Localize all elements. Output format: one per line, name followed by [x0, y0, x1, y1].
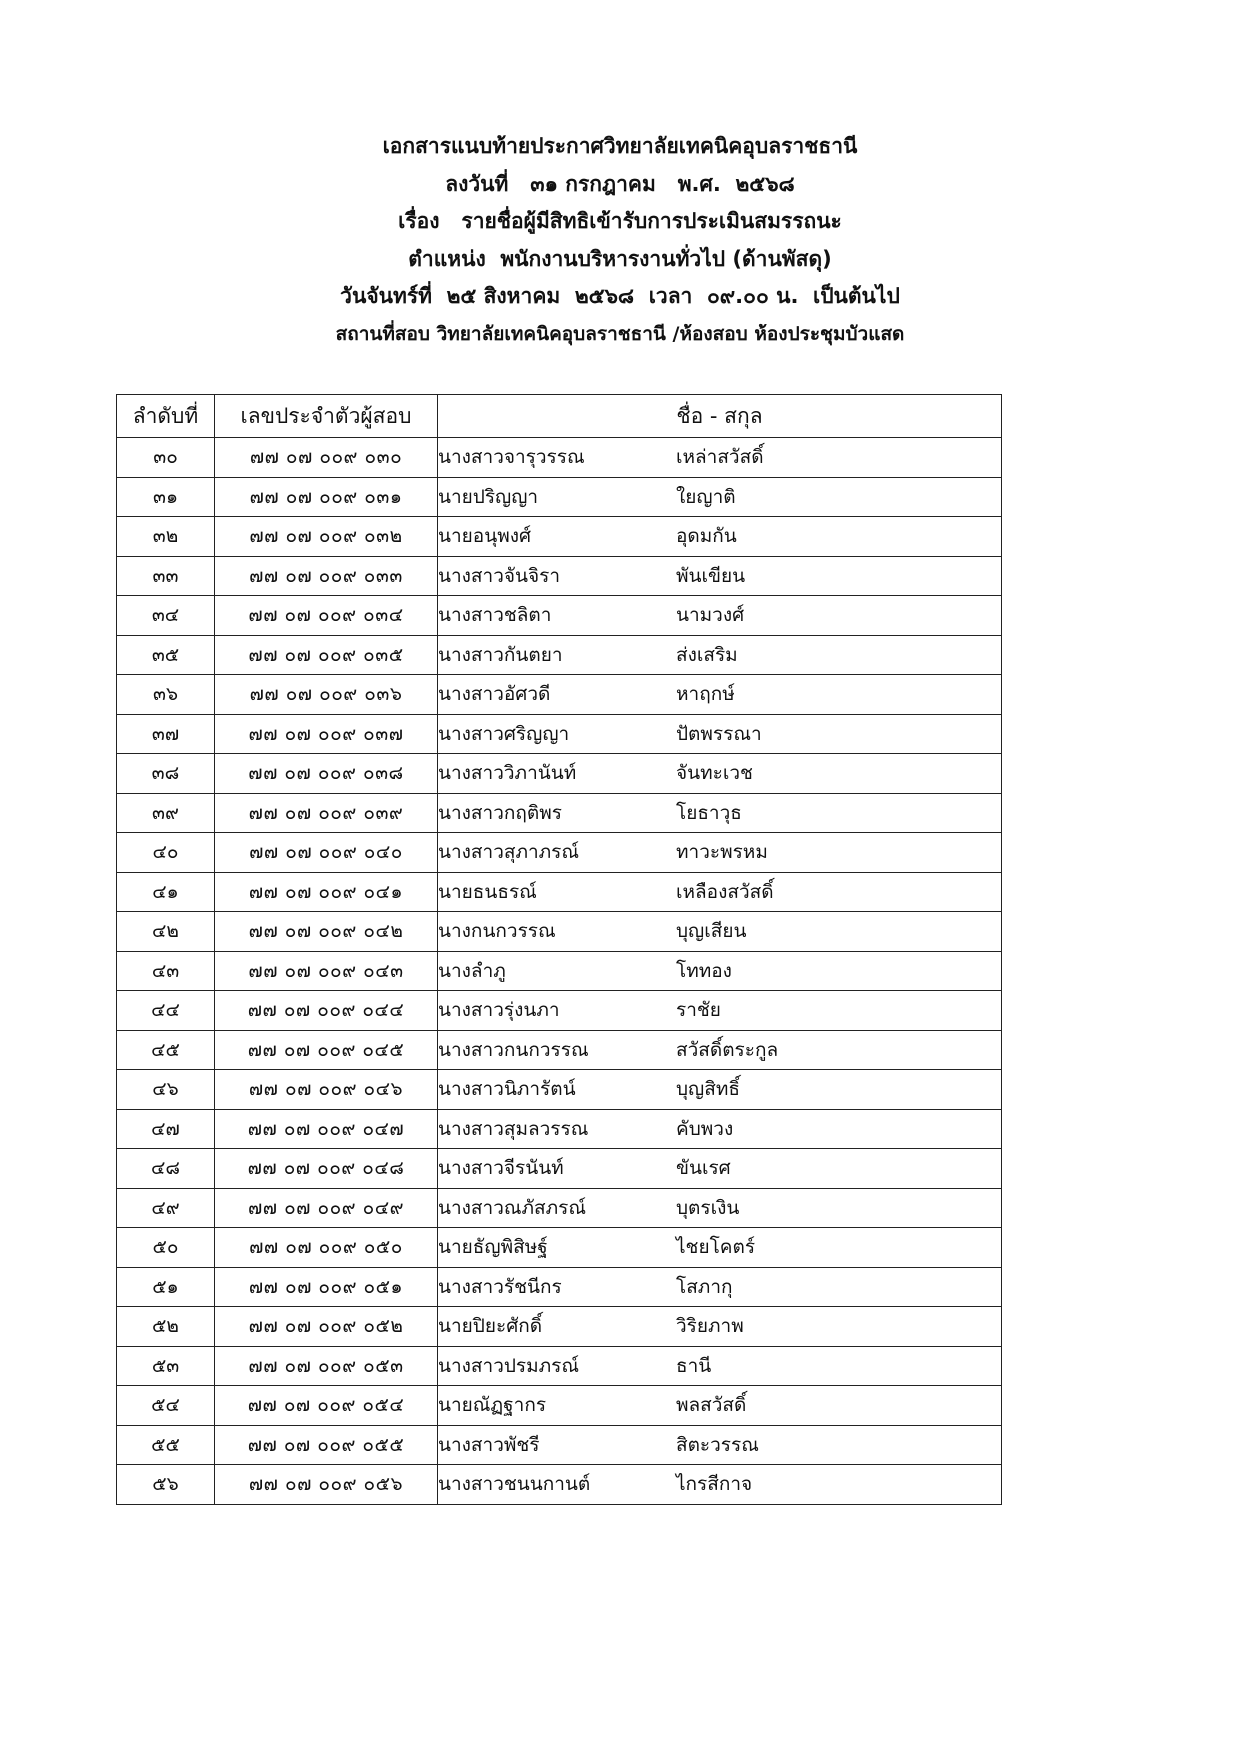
last-name: คับพวง	[676, 1117, 734, 1140]
last-name: สวัสดิ์ตระกูล	[676, 1038, 779, 1061]
first-name: นางสาวปรมภรณ์	[438, 1354, 580, 1377]
table-row	[117, 1465, 1002, 1505]
table-row	[117, 477, 1002, 517]
cell-full-name	[438, 1188, 1002, 1228]
cell-full-name	[438, 1228, 1002, 1268]
cell-exam-id: ๗๗ ๐๗ ๐๐๙ ๐๓๓	[215, 556, 438, 596]
table-row	[117, 1109, 1002, 1149]
cell-order-number: ๔๗	[117, 1109, 215, 1149]
first-name: นางสาวกฤติพร	[438, 801, 562, 824]
first-name: นางสาวนิภารัตน์	[438, 1078, 576, 1101]
table-row	[117, 1307, 1002, 1347]
cell-order-number: ๕๔	[117, 1386, 215, 1426]
cell-order-number: ๔๐	[117, 833, 215, 873]
cell-full-name	[438, 793, 1002, 833]
cell-exam-id: ๗๗ ๐๗ ๐๐๙ ๐๕๕	[215, 1425, 438, 1465]
cell-order-number: ๓๔	[117, 596, 215, 636]
table-row	[117, 754, 1002, 794]
cell-order-number: ๓๖	[117, 675, 215, 715]
table-body	[117, 438, 1002, 1505]
cell-exam-id: ๗๗ ๐๗ ๐๐๙ ๐๓๐	[215, 438, 438, 478]
cell-exam-id: ๗๗ ๐๗ ๐๐๙ ๐๔๕	[215, 1030, 438, 1070]
column-header-full-name: ชื่อ - สกุล	[438, 395, 1002, 438]
table-row	[117, 1149, 1002, 1189]
table-row	[117, 793, 1002, 833]
first-name: นายปริญญา	[438, 485, 539, 508]
cell-full-name	[438, 872, 1002, 912]
cell-full-name	[438, 1109, 1002, 1149]
last-name: ขันเรศ	[676, 1157, 731, 1180]
last-name: ส่งเสริม	[676, 643, 738, 666]
table-row	[117, 1228, 1002, 1268]
cell-order-number: ๔๘	[117, 1149, 215, 1189]
cell-full-name	[438, 991, 1002, 1031]
cell-full-name	[438, 675, 1002, 715]
last-name: ทาวะพรหม	[676, 841, 768, 864]
cell-exam-id: ๗๗ ๐๗ ๐๐๙ ๐๓๑	[215, 477, 438, 517]
last-name: เหล่าสวัสดิ์	[676, 446, 764, 469]
cell-order-number: ๕๖	[117, 1465, 215, 1505]
last-name: เหลืองสวัสดิ์	[676, 880, 774, 903]
cell-full-name	[438, 912, 1002, 952]
cell-exam-id: ๗๗ ๐๗ ๐๐๙ ๐๕๖	[215, 1465, 438, 1505]
first-name: นางสาวชนนกานต์	[438, 1473, 591, 1496]
last-name: วิริยภาพ	[676, 1315, 744, 1338]
table-row	[117, 438, 1002, 478]
cell-exam-id: ๗๗ ๐๗ ๐๐๙ ๐๓๒	[215, 517, 438, 557]
cell-order-number: ๔๕	[117, 1030, 215, 1070]
last-name: สิตะวรรณ	[676, 1433, 759, 1456]
last-name: บุญเสียน	[676, 920, 747, 943]
header-title: เอกสารแนบท้ายประกาศวิทยาลัยเทคนิคอุบลราชธานี	[382, 134, 858, 158]
cell-order-number: ๔๔	[117, 991, 215, 1031]
table-row	[117, 596, 1002, 636]
table-row	[117, 675, 1002, 715]
first-name: นางสาวกนกวรรณ	[438, 1038, 589, 1061]
first-name: นางสาวศริญญา	[438, 722, 570, 745]
first-name: นายณัฏฐากร	[438, 1394, 547, 1417]
table-row	[117, 1267, 1002, 1307]
table-row	[117, 833, 1002, 873]
first-name: นางสาวจันจิรา	[438, 564, 560, 587]
table-row	[117, 912, 1002, 952]
cell-exam-id: ๗๗ ๐๗ ๐๐๙ ๐๕๑	[215, 1267, 438, 1307]
cell-exam-id: ๗๗ ๐๗ ๐๐๙ ๐๔๖	[215, 1070, 438, 1110]
cell-order-number: ๓๙	[117, 793, 215, 833]
cell-order-number: ๓๘	[117, 754, 215, 794]
cell-full-name	[438, 833, 1002, 873]
last-name: บุญสิทธิ์	[676, 1078, 740, 1101]
first-name: นางสาวสุภาภรณ์	[438, 841, 580, 864]
cell-full-name	[438, 951, 1002, 991]
last-name: บุตรเงิน	[676, 1196, 740, 1219]
table-row	[117, 991, 1002, 1031]
cell-order-number: ๓๕	[117, 635, 215, 675]
cell-full-name	[438, 1267, 1002, 1307]
cell-full-name	[438, 1030, 1002, 1070]
header-exam-venue: สถานที่สอบ วิทยาลัยเทคนิคอุบลราชธานี /ห้องสอบ ห้องประชุมบัวแสด	[335, 322, 905, 345]
cell-exam-id: ๗๗ ๐๗ ๐๐๙ ๐๓๕	[215, 635, 438, 675]
first-name: นายอนุพงศ์	[438, 525, 532, 548]
cell-exam-id: ๗๗ ๐๗ ๐๐๙ ๐๕๔	[215, 1386, 438, 1426]
table-row	[117, 1070, 1002, 1110]
first-name: นางสาวอัศวดี	[438, 683, 551, 706]
table-row	[117, 556, 1002, 596]
cell-exam-id: ๗๗ ๐๗ ๐๐๙ ๐๕๓	[215, 1346, 438, 1386]
first-name: นางสาวจารุวรรณ	[438, 446, 585, 469]
first-name: นางสาวรัชนีกร	[438, 1275, 562, 1298]
table-row	[117, 872, 1002, 912]
cell-exam-id: ๗๗ ๐๗ ๐๐๙ ๐๔๗	[215, 1109, 438, 1149]
column-header-exam-id: เลขประจำตัวผู้สอบ	[215, 395, 438, 438]
cell-order-number: ๓๗	[117, 714, 215, 754]
candidate-table	[116, 394, 1002, 1505]
cell-full-name	[438, 1425, 1002, 1465]
table-row	[117, 1030, 1002, 1070]
cell-exam-id: ๗๗ ๐๗ ๐๐๙ ๐๓๙	[215, 793, 438, 833]
table-row	[117, 951, 1002, 991]
cell-exam-id: ๗๗ ๐๗ ๐๐๙ ๐๓๘	[215, 754, 438, 794]
cell-exam-id: ๗๗ ๐๗ ๐๐๙ ๐๓๖	[215, 675, 438, 715]
cell-order-number: ๕๕	[117, 1425, 215, 1465]
cell-exam-id: ๗๗ ๐๗ ๐๐๙ ๐๔๒	[215, 912, 438, 952]
header-subject: เรื่อง รายชื่อผู้มีสิทธิเข้ารับการประเมินสมรรถนะ	[398, 209, 842, 234]
last-name: โยธาวุธ	[676, 801, 742, 824]
first-name: นางสาวชลิตา	[438, 604, 552, 627]
header-date: ลงวันที่ ๓๑ กรกฎาคม พ.ศ. ๒๕๖๘	[445, 171, 795, 196]
cell-full-name	[438, 1307, 1002, 1347]
cell-order-number: ๕๒	[117, 1307, 215, 1347]
cell-full-name	[438, 477, 1002, 517]
table-row	[117, 1188, 1002, 1228]
cell-order-number: ๓๒	[117, 517, 215, 557]
first-name: นางสาวจีรนันท์	[438, 1157, 564, 1180]
cell-exam-id: ๗๗ ๐๗ ๐๐๙ ๐๔๙	[215, 1188, 438, 1228]
last-name: อุดมกัน	[676, 525, 737, 548]
first-name: นางสาววิภานันท์	[438, 762, 577, 785]
cell-exam-id: ๗๗ ๐๗ ๐๐๙ ๐๔๐	[215, 833, 438, 873]
cell-full-name	[438, 596, 1002, 636]
first-name: นางกนกวรรณ	[438, 920, 556, 943]
first-name: นางสาวพัชรี	[438, 1433, 540, 1456]
cell-full-name	[438, 1386, 1002, 1426]
last-name: ใยญาติ	[676, 485, 736, 508]
table-header	[117, 395, 1002, 438]
cell-full-name	[438, 517, 1002, 557]
last-name: นามวงศ์	[676, 604, 745, 627]
column-header-order: ลำดับที่	[117, 395, 215, 438]
last-name: โททอง	[676, 959, 732, 982]
cell-full-name	[438, 1465, 1002, 1505]
first-name: นางสาวรุ่งนภา	[438, 999, 560, 1022]
first-name: นางลำภู	[438, 959, 506, 982]
first-name: นายธัญพิสิษฐ์	[438, 1236, 548, 1259]
last-name: ไกรสีกาจ	[676, 1473, 753, 1496]
first-name: นายธนธรณ์	[438, 880, 537, 903]
cell-order-number: ๔๑	[117, 872, 215, 912]
table-row	[117, 517, 1002, 557]
last-name: ธานี	[676, 1354, 712, 1377]
cell-exam-id: ๗๗ ๐๗ ๐๐๙ ๐๓๔	[215, 596, 438, 636]
first-name: นางสาวณภัสภรณ์	[438, 1196, 586, 1219]
table-row	[117, 714, 1002, 754]
cell-exam-id: ๗๗ ๐๗ ๐๐๙ ๐๕๐	[215, 1228, 438, 1268]
cell-full-name	[438, 1070, 1002, 1110]
last-name: จันทะเวช	[676, 762, 753, 785]
header-position: ตำแหน่ง พนักงานบริหารงานทั่วไป (ด้านพัสดุ)	[408, 246, 832, 271]
cell-full-name	[438, 714, 1002, 754]
first-name: นางสาวกันตยา	[438, 643, 563, 666]
cell-full-name	[438, 438, 1002, 478]
table-row	[117, 635, 1002, 675]
cell-order-number: ๕๓	[117, 1346, 215, 1386]
last-name: พันเขียน	[676, 564, 746, 587]
table-row	[117, 1425, 1002, 1465]
cell-full-name	[438, 1346, 1002, 1386]
cell-order-number: ๔๒	[117, 912, 215, 952]
cell-order-number: ๓๐	[117, 438, 215, 478]
cell-order-number: ๕๐	[117, 1228, 215, 1268]
cell-exam-id: ๗๗ ๐๗ ๐๐๙ ๐๓๗	[215, 714, 438, 754]
table-row	[117, 1386, 1002, 1426]
cell-full-name	[438, 556, 1002, 596]
cell-order-number: ๔๓	[117, 951, 215, 991]
last-name: หาฤกษ์	[676, 683, 735, 706]
document-header	[0, 128, 1240, 354]
cell-exam-id: ๗๗ ๐๗ ๐๐๙ ๐๔๓	[215, 951, 438, 991]
cell-exam-id: ๗๗ ๐๗ ๐๐๙ ๐๕๒	[215, 1307, 438, 1347]
last-name: ราชัย	[676, 999, 721, 1022]
cell-exam-id: ๗๗ ๐๗ ๐๐๙ ๐๔๑	[215, 872, 438, 912]
cell-full-name	[438, 754, 1002, 794]
last-name: พลสวัสดิ์	[676, 1394, 747, 1417]
cell-order-number: ๔๙	[117, 1188, 215, 1228]
last-name: ไชยโคตร์	[676, 1236, 756, 1259]
cell-order-number: ๔๖	[117, 1070, 215, 1110]
table-row	[117, 1346, 1002, 1386]
last-name: ปัตพรรณา	[676, 722, 762, 745]
cell-order-number: ๕๑	[117, 1267, 215, 1307]
cell-order-number: ๓๓	[117, 556, 215, 596]
cell-full-name	[438, 1149, 1002, 1189]
cell-exam-id: ๗๗ ๐๗ ๐๐๙ ๐๔๔	[215, 991, 438, 1031]
first-name: นายปิยะศักดิ์	[438, 1315, 543, 1338]
cell-full-name	[438, 635, 1002, 675]
header-exam-time: วันจันทร์ที่ ๒๕ สิงหาคม ๒๕๖๘ เวลา ๐๙.๐๐ น. เป็นต้นไป	[340, 284, 900, 309]
last-name: โสภากุ	[676, 1275, 733, 1298]
first-name: นางสาวสุมลวรรณ	[438, 1117, 589, 1140]
cell-order-number: ๓๑	[117, 477, 215, 517]
table-header-row	[117, 395, 1002, 438]
cell-exam-id: ๗๗ ๐๗ ๐๐๙ ๐๔๘	[215, 1149, 438, 1189]
